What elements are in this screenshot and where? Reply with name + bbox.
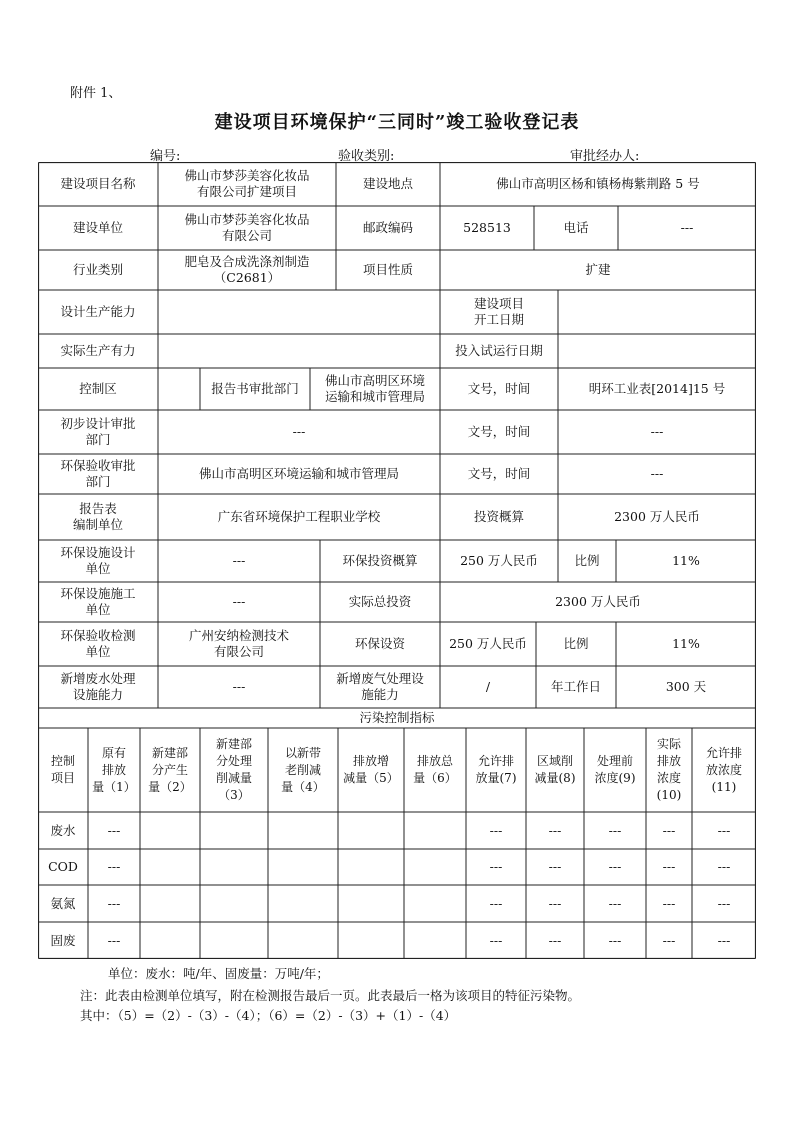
registration-table [38,162,756,959]
pollutant-name: COD [48,859,78,874]
eps-monitor-label: 环保验收检测 单位 [60,628,136,659]
doc-no-label-3: 文号，时间 [467,466,531,481]
unit-value: 佛山市梦莎美容化妆品 有限公司 [184,212,310,243]
workdays-label: 年工作日 [550,679,601,694]
pollution-header-new-produced: 新建部 分产生 量（2） [148,745,192,794]
eia-dept-label: 环保验收审批 部门 [60,458,136,489]
actual-conc: --- [662,895,676,911]
pollution-header-old-reduced: 以新带 老削减 量（4） [281,745,325,794]
pre-treatment-conc: --- [608,895,622,911]
actual-conc: --- [662,859,676,874]
allowed-emission: --- [489,895,503,911]
eps-invest-label: 环保投资概算 [342,553,418,568]
original-emission: --- [107,822,121,838]
design-capacity-label: 设计生产能力 [60,304,136,319]
phone-label: 电话 [563,220,589,235]
eps-design-value: --- [232,553,246,568]
workdays-value: 300 天 [665,679,707,694]
unit-label: 建设单位 [72,220,123,235]
allowed-conc: --- [717,932,731,948]
actual-conc: --- [662,932,676,948]
ratio-value-1: 11% [672,553,700,568]
doc-no-value-3: --- [650,466,664,481]
eps-build-value: --- [232,594,246,609]
allowed-emission: --- [489,932,503,948]
eps-cost-value: 250 万人民币 [449,636,527,651]
eps-build-label: 环保设施施工 单位 [60,586,136,617]
original-emission: --- [107,859,121,874]
original-emission: --- [107,932,121,948]
footnote: 注：此表由检测单位填写，附在检测报告最后一页。此表最后一格为该项目的特征污染物。 [80,988,581,1003]
allowed-emission: --- [489,859,503,874]
attachment-label: 附件 1、 [70,86,122,101]
doc-no-value-1: 明环工业表[2014]15 号 [588,381,726,396]
actual-conc: --- [662,822,676,838]
project-name-value: 佛山市梦莎美容化妆品 有限公司扩建项目 [184,168,310,199]
phone-value: --- [680,220,694,235]
nature-label: 项目性质 [362,262,413,277]
formula-note: 其中：（5）=（2）-（3）-（4）；（6）=（2）-（3）+（1）-（4） [80,1008,457,1023]
report-maker-value: 广东省环境保护工程职业学校 [217,509,381,524]
pollution-header-allowed: 允许排 放量(7) [475,754,517,785]
unit-note: 单位：废水：吨/年、固废量：万吨/年； [108,966,329,981]
regional-reduction: --- [548,859,562,874]
gas-capacity-label: 新增废气处理设 施能力 [336,671,424,702]
pre-treatment-conc: --- [608,932,622,948]
regional-reduction: --- [548,932,562,948]
regional-reduction: --- [548,822,562,838]
prelim-dept-value: --- [292,424,306,439]
pollution-section-title: 污染控制指标 [359,710,435,725]
ratio-value-2: 11% [672,636,700,651]
page-title: 建设项目环境保护“三同时”竣工验收登记表 [214,112,580,133]
pollution-header-emission-change: 排放增 减量（5） [343,754,399,785]
nature-value: 扩建 [585,262,611,277]
location-value: 佛山市高明区杨和镇杨梅紫荆路 5 号 [496,176,700,191]
eps-monitor-value: 广州安纳检测技术 有限公司 [188,628,289,659]
postcode-label: 邮政编码 [362,220,413,235]
eps-design-label: 环保设施设计 单位 [60,545,136,576]
postcode-value: 528513 [463,220,511,235]
invest-total-value: 2300 万人民币 [614,509,700,524]
ratio-label-1: 比例 [574,553,600,568]
trial-date-label: 投入试运行日期 [455,343,543,358]
pollution-header-actual-conc: 实际 排放 浓度 (10) [656,737,682,802]
control-zone-label: 控制区 [79,381,117,396]
original-emission: --- [107,895,121,911]
allowed-conc: --- [717,859,731,874]
actual-invest-label: 实际总投资 [348,594,412,609]
pollution-header-allowed-conc: 允许排 放浓度 (11) [705,745,742,794]
start-date-label: 建设项目 开工日期 [473,296,524,327]
allowed-conc: --- [717,822,731,838]
regional-reduction: --- [548,895,562,911]
allowed-conc: --- [717,895,731,911]
approver-label: 审批经办人: [570,149,640,164]
eps-invest-value: 250 万人民币 [460,553,538,568]
industry-label: 行业类别 [72,262,123,277]
pollutant-name: 氨氮 [50,895,76,911]
eia-dept-value: 佛山市高明区环境运输和城市管理局 [198,466,399,481]
water-capacity-value: --- [232,679,246,694]
pollution-header-pre-conc: 处理前 浓度(9) [594,754,636,785]
pre-treatment-conc: --- [608,859,622,874]
report-dept-label: 报告书审批部门 [211,381,299,396]
check-type-label: 验收类别: [338,149,395,164]
pre-treatment-conc: --- [608,822,622,838]
pollutant-name: 固废 [50,932,76,948]
industry-value: 肥皂及合成洗涤剂制造 （C2681） [184,254,310,285]
number-label: 编号: [150,149,181,164]
pollutant-name: 废水 [50,822,76,838]
actual-capacity-label: 实际生产有力 [60,343,136,358]
prelim-dept-label: 初步设计审批 部门 [60,416,136,447]
report-dept-value: 佛山市高明区环境 运输和城市管理局 [324,373,425,404]
doc-no-value-2: --- [650,424,664,439]
location-label: 建设地点 [362,176,413,191]
allowed-emission: --- [489,822,503,838]
water-capacity-label: 新增废水处理 设施能力 [60,671,136,702]
report-maker-label: 报告表 编制单位 [72,501,123,532]
pollution-header-regional: 区域削 减量(8) [534,754,576,785]
pollution-header-emission-total: 排放总 量（6） [413,754,457,785]
doc-no-label-2: 文号，时间 [467,424,531,439]
pollution-header-item: 控制 项目 [50,754,75,785]
pollution-header-original: 原有 排放 量（1） [92,745,136,794]
ratio-label-2: 比例 [563,636,589,651]
doc-no-label-1: 文号，时间 [467,381,531,396]
project-name-label: 建设项目名称 [60,176,136,191]
gas-capacity-value: / [485,679,491,694]
eps-cost-label: 环保设资 [354,636,405,651]
actual-invest-value: 2300 万人民币 [555,594,641,609]
invest-total-label: 投资概算 [473,509,524,524]
pollution-header-new-reduced: 新建部 分处理 削减量 （3） [215,737,252,802]
